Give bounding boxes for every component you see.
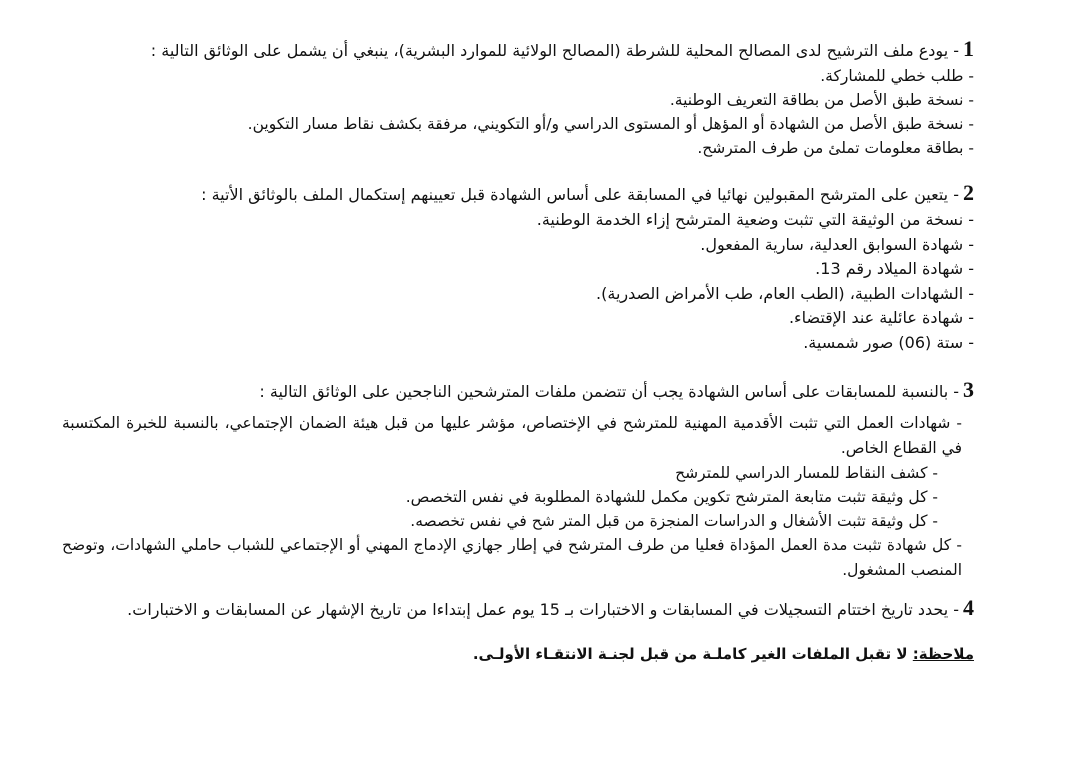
section-4-number: 4: [963, 595, 974, 620]
list-item: - ستة (06) صور شمسية.: [803, 332, 974, 352]
list-item: - الشهادات الطبية، (الطب العام، طب الأمراض الصدرية).: [596, 283, 974, 303]
list-item: - كشف النقاط للمسار الدراسي للمترشح: [675, 464, 938, 482]
document-page: [44, 36, 974, 667]
list-item: - نسخة من الوثيقة التي تثبت وضعية المترشح إزاء الخدمة الوطنية.: [536, 210, 974, 229]
list-item: - نسخة طبق الأصل من بطاقة التعريف الوطنية.: [669, 91, 974, 109]
section-3: [44, 377, 974, 583]
note: [44, 641, 974, 667]
note-text: لا تقبل الملفات الغير كاملـة من قبل لجنـة الانتقـاء الأولـى.: [472, 645, 913, 663]
list-item: - شهادة الميلاد رقم 13.: [815, 259, 974, 278]
list-item: - كل وثيقة تثبت الأشغال و الدراسات المنجزة من قبل المتر شح في نفس تخصصه.: [410, 512, 938, 530]
list-item: - شهادة عائلية عند الإقتضاء.: [788, 308, 974, 327]
section-1-number: 1: [963, 36, 974, 61]
list-item: - بطاقة معلومات تملئ من طرف المترشح.: [697, 139, 974, 157]
section-1-heading: [44, 36, 974, 64]
list-item: - كل شهادة تثبت مدة العمل المؤداة فعليا من طرف المترشح في إطار جهازي الإدماج المهني أو الإجتماعي للشباب حاملي الشهادات، وتوضح المنصب المشغول.: [62, 536, 962, 579]
note-label: ملاحظة:: [912, 645, 974, 663]
section-1: [44, 36, 974, 160]
section-2-heading-text: - يتعين على المترشح المقبولين نهائيا في المسابقة على أساس الشهادة قبل تعيينهم إستكمال الملف بالوثائق الأتية :: [201, 185, 959, 204]
section-2: [44, 180, 974, 355]
list-item: - كل وثيقة تثبت متابعة المترشح تكوين مكمل للشهادة المطلوبة في نفس التخصص.: [405, 488, 938, 506]
list-item: - طلب خطي للمشاركة.: [820, 67, 974, 85]
section-1-heading-text: - يودع ملف الترشيح لدى المصالح المحلية للشرطة (المصالح الولائية للموارد البشرية)، ينبغي أن يشمل على الوثائق التالية :: [150, 41, 959, 60]
section-2-heading: [44, 180, 974, 208]
list-item: - شهادة السوابق العدلية، سارية المفعول.: [700, 234, 974, 254]
section-3-number: 3: [963, 377, 974, 402]
section-4-heading-text: - يحدد تاريخ اختتام التسجيلات في المسابقات و الاختبارات بـ 15 يوم عمل إبتداءا من تاريخ الإشهار عن المسابقات و الاختبارات.: [127, 600, 959, 619]
section-2-number: 2: [963, 180, 974, 205]
list-item: - شهادات العمل التي تثبت الأقدمية المهنية للمترشح في الإختصاص، مؤشر عليها من قبل هيئة الضمان الإجتماعي، بالنسبة للخبرة المكتسبة في القطاع الخاص.: [62, 414, 962, 457]
section-3-heading-text: - بالنسبة للمسابقات على أساس الشهادة يجب أن تتضمن ملفات المترشحين الناجحين على الوثائق التالية :: [259, 382, 959, 401]
section-4-heading: [44, 595, 974, 623]
list-item: - نسخة طبق الأصل من الشهادة أو المؤهل أو المستوى الدراسي و/أو التكويني، مرفقة بكشف نقاط مسار التكوين.: [247, 115, 974, 133]
section-3-heading: [44, 377, 974, 405]
section-4: [44, 595, 974, 623]
